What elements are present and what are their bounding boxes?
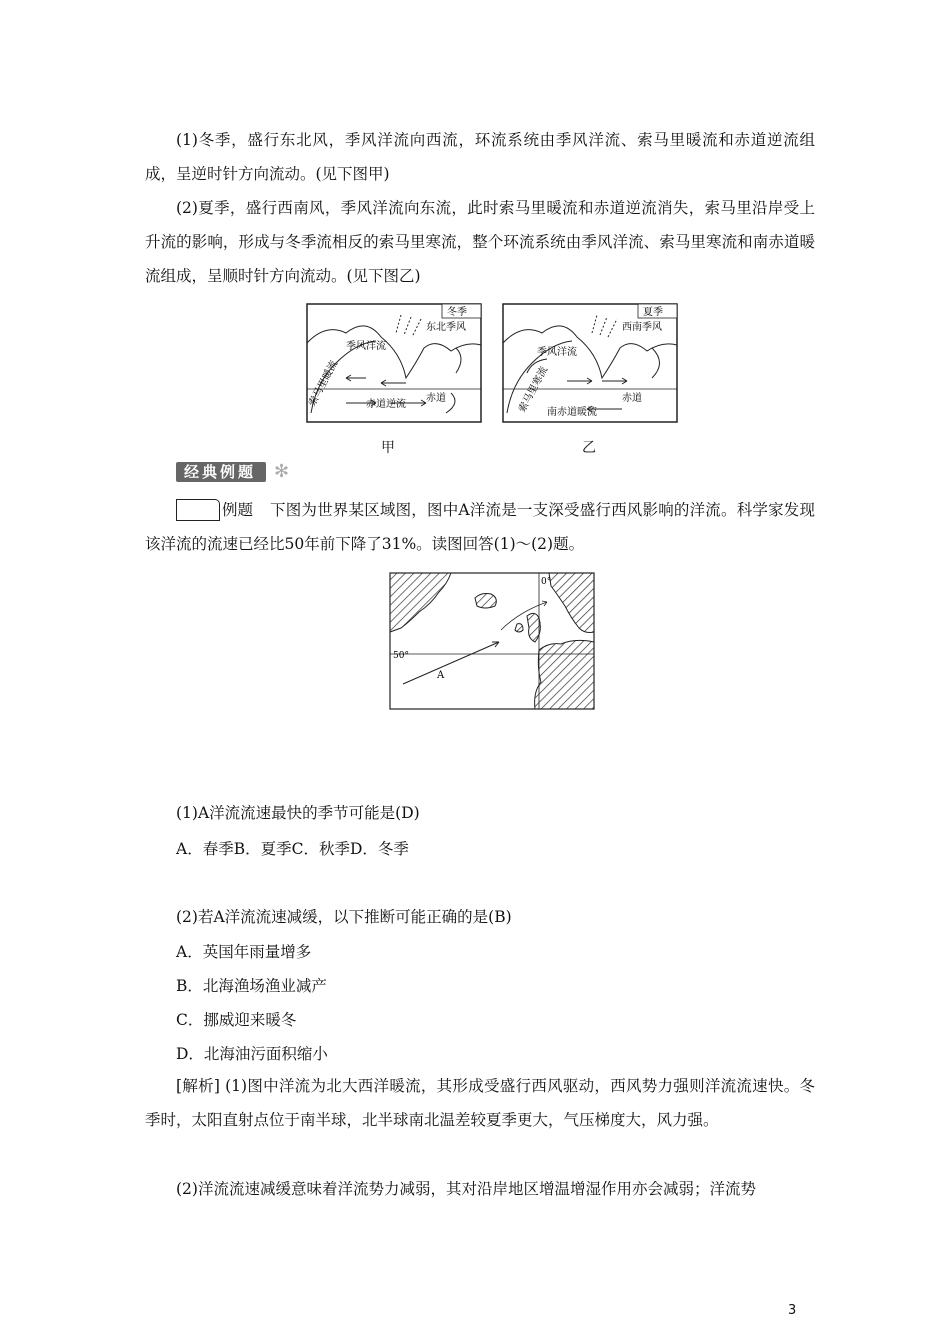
figure-jia-winter-diagram [306,303,482,423]
figure-jia-season: 冬季 [447,307,467,318]
question-1-options: A．春季B．夏季C．秋季D．冬季 [176,840,409,858]
figure-jia-somali-current: 索马里暖流 [306,359,341,409]
question-2-stem: (2)若A洋流流速减缓，以下推断可能正确的是(B) [176,908,512,926]
question-2-option-b: B．北海渔场渔业减产 [176,977,327,995]
figure-yi-monsoon-current: 季风洋流 [537,347,577,358]
current-a-label: A [437,670,445,681]
page-number: 3 [788,1303,797,1318]
iceland-landmass [475,594,496,609]
figure-yi-caption: 乙 [582,440,596,456]
north-atlantic-map [389,572,595,710]
analysis-paragraph-2: (2)洋流流速减缓意味着洋流势力减弱，其对沿岸地区增温增湿作用亦会减弱；洋流势 [176,1180,756,1198]
figure-jia-equator: 赤道 [426,393,446,404]
figure-yi-equator: 赤道 [622,393,642,404]
section-header-classic-examples [176,461,296,483]
figure-yi-summer-diagram [502,303,678,423]
example-label: 例题 [222,501,254,519]
figure-yi-south-equatorial: 南赤道暖流 [547,407,597,418]
figure-yi-somali-current: 索马里寒流 [516,365,551,415]
figure-jia-counter-current: 赤道逆流 [366,399,406,410]
analysis-paragraph-1: [解析] (1)图中洋流为北大西洋暖流，其形成受盛行西风驱动，西风势力强则洋流流速快。冬季时，太阳直射点位于南半球，北半球南北温差较夏季更大，气压梯度大，风力强。 [145,1077,815,1129]
question-2-option-a: A．英国年雨量增多 [176,943,312,961]
question-1-stem: (1)A洋流流速最快的季节可能是(D) [176,804,420,822]
intro-paragraph-winter: (1)冬季，盛行东北风，季风洋流向西流，环流系统由季风洋流、索马里暖流和赤道逆流组成，呈逆时针方向流动。(见下图甲) [145,131,815,183]
figure-yi-season: 夏季 [643,307,663,318]
figure-yi-wind: 西南季风 [622,322,662,333]
section-title: 经典例题 [184,463,257,481]
figure-jia-caption: 甲 [381,440,395,456]
figure-jia-monsoon-current: 季风洋流 [346,341,386,352]
continental-europe-landmass [535,640,594,709]
longitude-label: 0° [541,577,552,587]
latitude-label: 50° [393,651,409,661]
figure-jia-wind: 东北季风 [426,322,466,333]
intro-paragraph-summer: (2)夏季，盛行西南风，季风洋流向东流，此时索马里暖流和赤道逆流消失，索马里沿岸受上升流的影响，形成与冬季流相反的索马里寒流，整个环流系统由季风洋流、索马里寒流和南赤道暖流组成，呈顺时针方向流动。(见下图乙) [145,199,815,285]
flower-icon: ✻ [274,461,290,482]
question-2-option-c: C．挪威迎来暖冬 [176,1011,297,1029]
question-2-option-d: D．北海油污面积缩小 [176,1045,328,1063]
example-stem: 下图为世界某区域图，图中A洋流是一支深受盛行西风影响的洋流。科学家发现该洋流的流速已经比50年前下降了31%。读图回答(1)～(2)题。 [145,501,815,553]
